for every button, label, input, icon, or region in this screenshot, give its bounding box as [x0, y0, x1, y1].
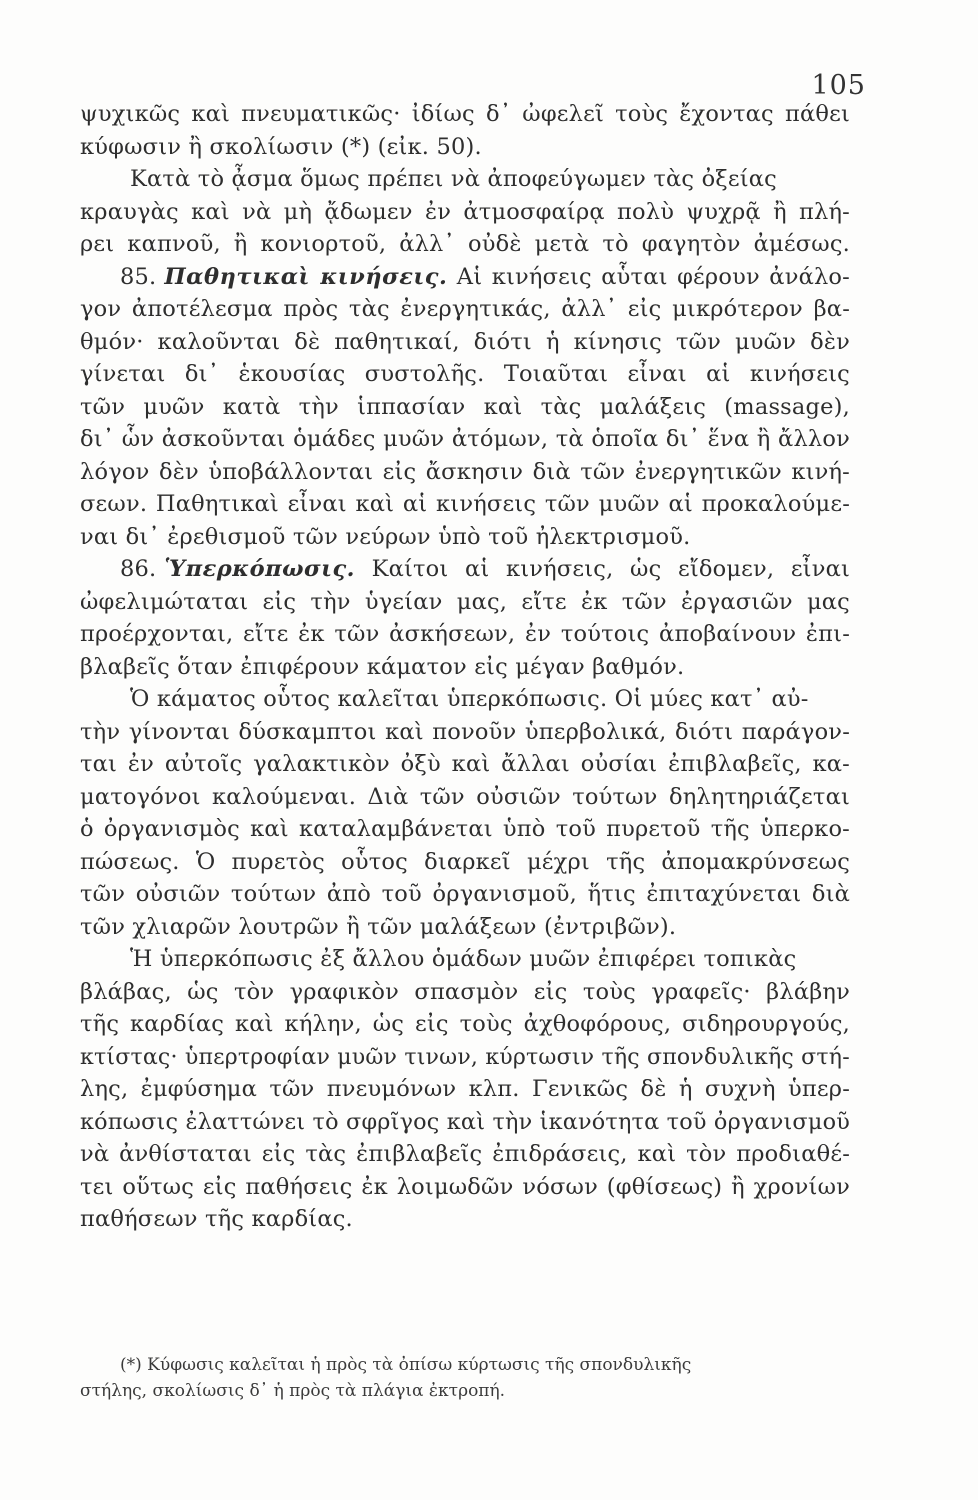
- text-line: τῶν χλιαρῶν λουτρῶν ἢ τῶν μαλάξεων (ἐντριβῶν).: [80, 913, 677, 940]
- text-line: ται ἐν αὐτοῖς γαλακτικὸν ὀξὺ καὶ ἄλλαι οὐσίαι ἐπιβλαβεῖς, κα-: [80, 751, 850, 777]
- section-number: 86.: [120, 556, 157, 582]
- text-line: ναι δι᾽ ἐρεθισμοῦ τῶν νεύρων ὑπὸ τοῦ ἠλεκτρισμοῦ.: [80, 523, 691, 550]
- text-line: κύφωσιν ἢ σκολίωσιν (*) (εἰκ. 50).: [80, 133, 482, 160]
- text-line: τὴν γίνονται δύσκαμπτοι καὶ πονοῦν ὑπερβολικά, διότι παράγον-: [80, 718, 850, 745]
- text-line: λης, ἐμφύσημα τῶν πνευμόνων κλπ. Γενικῶς δὲ ἡ συχνὴ ὑπερ-: [80, 1076, 850, 1102]
- text-line: κραυγὰς καὶ νὰ μὴ ᾄδωμεν ἐν ἀτμοσφαίρᾳ πολὺ ψυχρᾷ ἢ πλή-: [80, 198, 850, 225]
- body-text: [80, 98, 850, 1236]
- footnote-line: (*) Κύφωσις καλεῖται ἡ πρὸς τὰ ὀπίσω κύρτωσις τῆς σπονδυλικῆς: [120, 1355, 692, 1375]
- text-line: [80, 553, 850, 586]
- text-line: τῶν μυῶν κατὰ τὴν ἱππασίαν καὶ τὰς μαλάξεις (massage),: [80, 393, 850, 420]
- text-line: σεων. Παθητικαὶ εἶναι καὶ αἱ κινήσεις τῶν μυῶν αἱ προκαλούμε-: [80, 491, 850, 517]
- text-line: ὠφελιμώταται εἰς τὴν ὑγείαν μας, εἴτε ἐκ τῶν ἐργασιῶν μας: [80, 588, 850, 615]
- footnote-line: στήλης, σκολίωσις δ᾽ ἡ πρὸς τὰ πλάγια ἐκτροπή.: [80, 1381, 506, 1401]
- text-line: γον ἀποτέλεσμα πρὸς τὰς ἐνεργητικάς, ἀλλ᾽ εἰς μικρότερον βα-: [80, 296, 850, 322]
- text-line: πώσεως. Ὁ πυρετὸς οὗτος διαρκεῖ μέχρι τῆς ἀπομακρύνσεως: [80, 848, 850, 875]
- text-line: τῶν οὐσιῶν τούτων ἀπὸ τοῦ ὀργανισμοῦ, ἥτις ἐπιταχύνεται διὰ: [80, 881, 850, 907]
- text-line: τῆς καρδίας καὶ κήλην, ὡς εἰς τοὺς ἀχθοφόρους, σιδηρουργούς,: [80, 1011, 850, 1037]
- text-line: ψυχικῶς καὶ πνευματικῶς· ἰδίως δ᾽ ὠφελεῖ τοὺς ἔχοντας πάθει: [80, 101, 850, 127]
- text-line: δι᾽ ὧν ἀσκοῦνται ὁμάδες μυῶν ἀτόμων, τὰ ὁποῖα δι᾽ ἕνα ἢ ἄλλον: [80, 426, 850, 452]
- text-line: παθήσεων τῆς καρδίας.: [80, 1206, 353, 1232]
- text-line: τει οὕτως εἰς παθήσεις ἐκ λοιμωδῶν νόσων (φθίσεως) ἢ χρονίων: [80, 1173, 850, 1200]
- text-line: [80, 261, 850, 294]
- text-line: προέρχονται, εἴτε ἐκ τῶν ἀσκήσεων, ἐν τούτοις ἀποβαίνουν ἐπι-: [80, 621, 850, 647]
- text-line: ὁ ὀργανισμὸς καὶ καταλαμβάνεται ὑπὸ τοῦ πυρετοῦ τῆς ὑπερκο-: [80, 816, 850, 842]
- section-title: Ὑπερκόπωσις.: [164, 556, 356, 582]
- footnote: [80, 1352, 850, 1404]
- text-line: κόπωσις ἐλαττώνει τὸ σφρῖγος καὶ τὴν ἱκανότητα τοῦ ὀργανισμοῦ: [80, 1108, 851, 1135]
- text-line: κτίστας· ὑπερτροφίαν μυῶν τινων, κύρτωσιν τῆς σπονδυλικῆς στή-: [80, 1043, 850, 1070]
- line-text: Καίτοι αἱ κινήσεις, ὡς εἴδομεν, εἶναι: [355, 556, 850, 582]
- section-title: Παθητικαὶ κινήσεις.: [164, 263, 448, 290]
- text-line: βλαβεῖς ὅταν ἐπιφέρουν κάματον εἰς μέγαν βαθμόν.: [80, 653, 685, 680]
- section-number: 85.: [120, 263, 157, 290]
- text-line: Κατὰ τὸ ᾆσμα ὅμως πρέπει νὰ ἀποφεύγωμεν τὰς ὀξείας: [130, 166, 777, 192]
- text-line: Ὁ κάματος οὗτος καλεῖται ὑπερκόπωσις. Οἱ μύες κατ᾽ αὐ-: [130, 686, 809, 712]
- page-number: 105: [811, 70, 866, 101]
- text-line: ματογόνοι καλούμεναι. Διὰ τῶν οὐσιῶν τούτων δηλητηριάζεται: [80, 783, 850, 810]
- line-text: Αἱ κινήσεις αὗται φέρουν ἀνάλο-: [447, 263, 850, 290]
- text-line: λόγον δὲν ὑποβάλλονται εἰς ἄσκησιν διὰ τῶν ἐνεργητικῶν κινή-: [80, 458, 850, 485]
- text-line: νὰ ἀνθίσταται εἰς τὰς ἐπιβλαβεῖς ἐπιδράσεις, καὶ τὸν προδιαθέ-: [80, 1141, 850, 1167]
- text-line: θμόν· καλοῦνται δὲ παθητικαί, διότι ἡ κίνησις τῶν μυῶν δὲν: [80, 328, 850, 355]
- text-line: ρει καπνοῦ, ἢ κονιορτοῦ, ἀλλ᾽ οὐδὲ μετὰ τὸ φαγητὸν ἀμέσως.: [80, 231, 850, 257]
- text-line: βλάβας, ὡς τὸν γραφικὸν σπασμὸν εἰς τοὺς γραφεῖς· βλάβην: [80, 978, 850, 1005]
- text-line: Ἡ ὑπερκόπωσις ἐξ ἄλλου ὁμάδων μυῶν ἐπιφέρει τοπικὰς: [130, 946, 797, 972]
- text-line: γίνεται δι᾽ ἑκουσίας συστολῆς. Τοιαῦται εἶναι αἱ κινήσεις: [80, 361, 850, 387]
